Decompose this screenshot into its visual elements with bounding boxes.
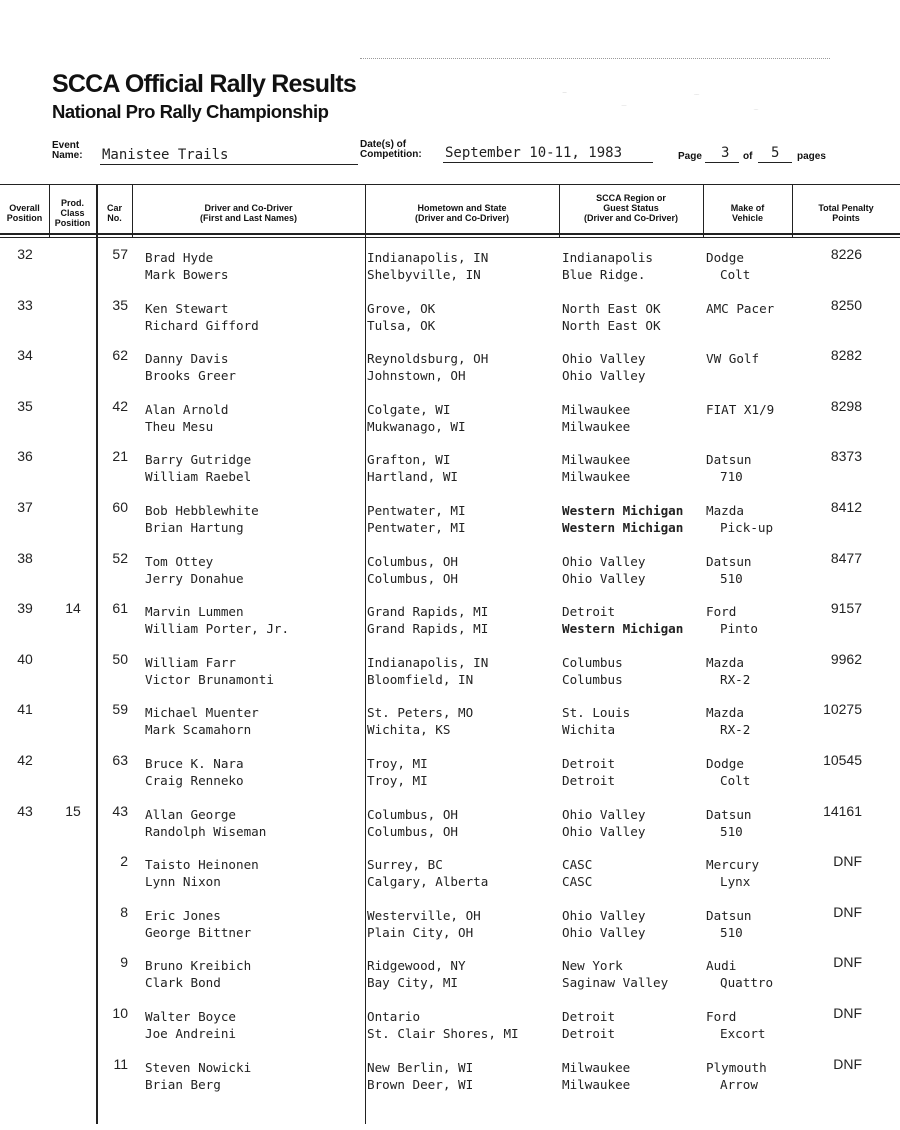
codriver-region: Saginaw Valley [562, 975, 669, 991]
driver-hometown: Grafton, WI [367, 452, 451, 468]
codriver-name: Brian Berg [145, 1076, 221, 1092]
driver-region: Ohio Valley [562, 907, 646, 923]
car-number: 61 [112, 600, 128, 617]
codriver-hometown: St. Clair Shores, MI [367, 1026, 519, 1041]
codriver-hometown: Brown Deer, WI [367, 1076, 474, 1092]
penalty-points: 14161 [823, 802, 862, 819]
codriver-hometown: Johnstown, OH [367, 368, 466, 384]
driver-names [145, 957, 251, 991]
codriver-name: Clark Bond [145, 975, 221, 991]
vehicle-make-line2: 510 [720, 570, 743, 586]
vehicle-make-line2: 510 [720, 924, 743, 940]
driver-region: Milwaukee [562, 401, 631, 417]
codriver-region: Western Michigan [562, 520, 684, 535]
vehicle-make-line2: Arrow [720, 1076, 758, 1092]
class-position: 14 [65, 600, 81, 617]
page-total-value: 5 [771, 145, 780, 161]
car-number: 52 [112, 549, 128, 566]
vehicle-make-line1: Plymouth [706, 1059, 767, 1075]
driver-hometown: Surrey, BC [367, 857, 443, 873]
hometowns [367, 350, 488, 384]
table-row [0, 550, 900, 601]
penalty-points: 8477 [830, 549, 862, 566]
driver-hometown: Grand Rapids, MI [367, 604, 489, 620]
driver-hometown: Indianapolis, IN [367, 250, 489, 265]
vehicle-make [706, 957, 773, 991]
codriver-region: Detroit [562, 1026, 616, 1041]
codriver-region: Ohio Valley [562, 924, 646, 940]
driver-region: Ohio Valley [562, 351, 646, 367]
penalty-points: DNF [833, 903, 862, 920]
regions [562, 603, 683, 637]
regions [562, 907, 645, 941]
driver-name: Walter Boyce [145, 1009, 236, 1024]
hometowns [367, 856, 488, 890]
driver-hometown: Westerville, OH [367, 907, 481, 923]
driver-names [145, 806, 266, 840]
penalty-points: 10545 [823, 752, 862, 768]
table-row [0, 752, 900, 803]
vehicle-make-line1: Mazda [706, 503, 744, 518]
driver-name: Allan George [145, 806, 236, 822]
driver-hometown: St. Peters, MO [367, 705, 474, 721]
driver-name: William Farr [145, 654, 236, 670]
codriver-region: Columbus [562, 671, 623, 687]
driver-hometown: New Berlin, WI [367, 1059, 474, 1075]
overall-position: 39 [17, 600, 33, 617]
car-number: 9 [120, 954, 128, 971]
vehicle-make-line1: Ford [706, 1009, 737, 1024]
overall-position: 40 [17, 650, 33, 667]
codriver-region: Milwaukee [562, 1076, 631, 1092]
driver-names [145, 1059, 251, 1093]
vehicle-make-line1: VW Golf [706, 351, 760, 367]
codriver-name: Mark Scamahorn [145, 722, 252, 738]
driver-region: Detroit [562, 604, 616, 620]
driver-region: St. Louis [562, 705, 631, 721]
vehicle-make-line1: Dodge [706, 250, 744, 265]
vehicle-make-line1: Mercury [706, 857, 760, 873]
col-header-region: SCCA Region or Guest Status (Driver and Co-Driver) [583, 193, 679, 223]
codriver-hometown: Grand Rapids, MI [367, 621, 489, 637]
vehicle-make-line2: Colt [720, 773, 751, 788]
driver-hometown: Pentwater, MI [367, 503, 466, 518]
car-number: 50 [112, 650, 128, 667]
codriver-name: Randolph Wiseman [145, 823, 267, 839]
table-row [0, 904, 900, 955]
faded-stamp-mark [525, 80, 855, 122]
class-position: 15 [65, 802, 81, 819]
codriver-region: CASC [562, 874, 593, 890]
driver-names [145, 502, 259, 536]
codriver-hometown: Troy, MI [367, 773, 428, 788]
hometowns [367, 553, 458, 587]
overall-position: 32 [17, 246, 33, 262]
car-number: 62 [112, 347, 128, 364]
vehicle-make-line1: Dodge [706, 756, 744, 771]
regions [562, 856, 592, 890]
vehicle-make-line1: AMC Pacer [706, 300, 775, 316]
overall-position: 37 [17, 499, 33, 515]
codriver-region: Ohio Valley [562, 368, 646, 384]
driver-region: Detroit [562, 1009, 616, 1024]
vehicle-make-line1: Datsun [706, 806, 752, 822]
penalty-points: 8226 [830, 246, 862, 262]
driver-hometown: Columbus, OH [367, 553, 458, 569]
codriver-hometown: Columbus, OH [367, 823, 458, 839]
driver-names [145, 451, 251, 485]
car-number: 35 [112, 296, 128, 313]
driver-names [145, 704, 259, 738]
regions [562, 704, 630, 738]
table-row [0, 1005, 900, 1056]
car-number: 43 [112, 802, 128, 819]
vehicle-make-line1: Ford [706, 604, 737, 620]
codriver-name: Brooks Greer [145, 368, 236, 384]
vehicle-make [706, 401, 774, 418]
codriver-name: William Porter, Jr. [145, 621, 290, 637]
driver-region: Ohio Valley [562, 806, 646, 822]
vehicle-make-line2: 510 [720, 823, 743, 839]
table-row [0, 398, 900, 449]
event-name-underline [100, 164, 358, 165]
codriver-name: Victor Brunamonti [145, 671, 274, 687]
vehicle-make [706, 907, 752, 941]
of-label: of [743, 151, 753, 162]
driver-name: Tom Ottey [145, 553, 214, 569]
vehicle-make [706, 1059, 767, 1093]
car-number: 10 [112, 1005, 128, 1021]
penalty-points: DNF [833, 1005, 862, 1021]
vehicle-make [706, 654, 750, 688]
driver-names [145, 907, 251, 941]
regions [562, 957, 668, 991]
codriver-region: Ohio Valley [562, 823, 646, 839]
table-row [0, 803, 900, 854]
codriver-name: Mark Bowers [145, 267, 229, 282]
driver-names [145, 856, 259, 890]
table-row [0, 1056, 900, 1107]
driver-name: Steven Nowicki [145, 1059, 252, 1075]
car-number: 42 [112, 397, 128, 414]
vehicle-make-line1: Datsun [706, 553, 752, 569]
codriver-hometown: Bay City, MI [367, 975, 458, 991]
hometowns [367, 502, 466, 536]
regions [562, 1008, 615, 1042]
driver-hometown: Grove, OK [367, 300, 436, 316]
penalty-points: DNF [833, 1055, 862, 1072]
driver-names [145, 350, 236, 384]
codriver-name: Joe Andreini [145, 1026, 236, 1041]
driver-region: New York [562, 958, 623, 974]
col-header-overall-position: Overall Position [6, 203, 43, 223]
car-number: 57 [112, 246, 128, 262]
driver-names [145, 654, 274, 688]
penalty-points: 8298 [830, 397, 862, 414]
table-row [0, 701, 900, 752]
vehicle-make [706, 856, 759, 890]
regions [562, 300, 661, 334]
overall-position: 43 [17, 802, 33, 819]
vehicle-make [706, 704, 750, 738]
hometowns [367, 907, 481, 941]
overall-position: 42 [17, 752, 33, 768]
hometowns [367, 401, 466, 435]
driver-hometown: Troy, MI [367, 756, 428, 771]
driver-region: CASC [562, 857, 593, 873]
regions [562, 654, 623, 688]
hometowns [367, 654, 488, 688]
driver-name: Brad Hyde [145, 250, 214, 265]
vehicle-make-line1: Mazda [706, 705, 744, 721]
driver-region: Western Michigan [562, 503, 684, 518]
codriver-name: William Raebel [145, 469, 252, 485]
event-label-line1: Event [52, 140, 80, 151]
codriver-hometown: Wichita, KS [367, 722, 451, 738]
driver-name: Bruno Kreibich [145, 958, 252, 974]
event-label-line2: Name: [52, 150, 83, 161]
driver-region: Columbus [562, 654, 623, 670]
vehicle-make [706, 553, 752, 587]
table-row [0, 600, 900, 651]
vehicle-make-line1: Datsun [706, 452, 752, 468]
overall-position: 36 [17, 448, 33, 465]
driver-name: Taisto Heinonen [145, 857, 259, 873]
codriver-region: Wichita [562, 722, 616, 738]
penalty-points: 8282 [830, 347, 862, 364]
competition-date-value: September 10-11, 1983 [445, 145, 623, 161]
table-header-bottom-rule [0, 233, 900, 235]
driver-names [145, 603, 289, 637]
vehicle-make [706, 451, 752, 485]
codriver-hometown: Tulsa, OK [367, 317, 436, 333]
col-header-car-no: Car No. [106, 203, 122, 223]
penalty-points: 9157 [830, 600, 862, 617]
vehicle-make-line2: Pick-up [720, 520, 774, 535]
codriver-hometown: Plain City, OH [367, 924, 474, 940]
hometowns [367, 300, 435, 334]
penalty-points: 8250 [830, 296, 862, 313]
date-label [360, 140, 422, 160]
driver-name: Danny Davis [145, 351, 229, 367]
table-row [0, 448, 900, 499]
codriver-region: Milwaukee [562, 469, 631, 485]
driver-hometown: Indianapolis, IN [367, 654, 489, 670]
codriver-hometown: Bloomfield, IN [367, 671, 474, 687]
hometowns [367, 957, 466, 991]
vehicle-make [706, 603, 758, 637]
vehicle-make-line1: FIAT X1/9 [706, 401, 775, 417]
car-number: 60 [112, 499, 128, 515]
page-number-underline [705, 162, 739, 163]
driver-name: Michael Muenter [145, 705, 259, 721]
driver-region: Ohio Valley [562, 553, 646, 569]
codriver-name: Brian Hartung [145, 520, 244, 535]
overall-position: 41 [17, 701, 33, 718]
driver-names [145, 249, 228, 283]
driver-names [145, 1008, 236, 1042]
codriver-name: Richard Gifford [145, 317, 259, 333]
table-header-bottom-rule-2 [0, 237, 900, 238]
codriver-hometown: Shelbyville, IN [367, 267, 481, 282]
page-number-value: 3 [721, 145, 730, 161]
event-name-value: Manistee Trails [102, 147, 229, 163]
vehicle-make-line1: Audi [706, 958, 737, 974]
vehicle-make-line2: Lynx [720, 874, 751, 890]
driver-hometown: Reynoldsburg, OH [367, 351, 489, 367]
regions [562, 755, 615, 789]
table-row [0, 651, 900, 702]
vehicle-make [706, 502, 773, 536]
hometowns [367, 603, 488, 637]
date-underline [443, 162, 653, 163]
codriver-name: George Bittner [145, 924, 252, 940]
vehicle-make-line1: Mazda [706, 654, 744, 670]
car-number: 21 [112, 448, 128, 465]
vehicle-make-line2: Quattro [720, 975, 774, 991]
hometowns [367, 806, 458, 840]
table-row [0, 853, 900, 904]
driver-names [145, 401, 228, 435]
regions [562, 249, 653, 283]
penalty-points: 10275 [823, 701, 862, 718]
regions [562, 451, 630, 485]
driver-name: Bruce K. Nara [145, 756, 244, 771]
codriver-hometown: Pentwater, MI [367, 520, 466, 535]
codriver-region: Blue Ridge. [562, 267, 646, 282]
vehicle-make [706, 1008, 766, 1042]
table-row [0, 347, 900, 398]
hometowns [367, 1059, 473, 1093]
driver-region: Indianapolis [562, 250, 653, 265]
page-label: Page [678, 151, 702, 162]
date-label-line1: Date(s) of [360, 139, 407, 150]
event-name-label [52, 141, 83, 161]
driver-hometown: Colgate, WI [367, 401, 451, 417]
penalty-points: 8412 [830, 499, 862, 515]
codriver-name: Craig Renneko [145, 773, 244, 788]
car-number: 2 [120, 853, 128, 870]
car-number: 8 [120, 903, 128, 920]
col-header-hometown: Hometown and State (Driver and Co-Driver) [414, 203, 510, 223]
vehicle-make [706, 755, 750, 789]
date-label-line2: Competition: [360, 149, 422, 160]
codriver-region: Western Michigan [562, 621, 684, 637]
overall-position: 35 [17, 397, 33, 414]
car-number: 63 [112, 752, 128, 768]
driver-hometown: Columbus, OH [367, 806, 458, 822]
table-row [0, 297, 900, 348]
penalty-points: 9962 [830, 650, 862, 667]
codriver-hometown: Mukwanago, WI [367, 418, 466, 434]
hometowns [367, 249, 488, 283]
codriver-hometown: Columbus, OH [367, 570, 458, 586]
penalty-points: DNF [833, 954, 862, 971]
driver-names [145, 755, 244, 789]
page-total-underline [758, 162, 792, 163]
vehicle-make-line1: Datsun [706, 907, 752, 923]
regions [562, 806, 645, 840]
penalty-points: DNF [833, 853, 862, 870]
driver-hometown: Ridgewood, NY [367, 958, 466, 974]
codriver-region: Ohio Valley [562, 570, 646, 586]
vehicle-make [706, 249, 750, 283]
codriver-name: Theu Mesu [145, 418, 214, 434]
driver-region: Detroit [562, 756, 616, 771]
hometowns [367, 704, 473, 738]
driver-name: Eric Jones [145, 907, 221, 923]
driver-region: Milwaukee [562, 452, 631, 468]
regions [562, 401, 630, 435]
page-subtitle: National Pro Rally Championship [52, 101, 329, 122]
regions [562, 1059, 630, 1093]
driver-name: Alan Arnold [145, 401, 229, 417]
car-number: 59 [112, 701, 128, 718]
vehicle-make-line2: Colt [720, 267, 751, 282]
driver-region: North East OK [562, 300, 661, 316]
vehicle-make-line2: Excort [720, 1026, 766, 1041]
penalty-points: 8373 [830, 448, 862, 465]
regions [562, 350, 645, 384]
codriver-hometown: Hartland, WI [367, 469, 458, 485]
top-dotted-rule [360, 58, 830, 59]
hometowns [367, 1008, 519, 1042]
table-row [0, 954, 900, 1005]
codriver-name: Jerry Donahue [145, 570, 244, 586]
col-header-points: Total Penalty Points [818, 203, 874, 223]
hometowns [367, 755, 428, 789]
regions [562, 502, 683, 536]
codriver-region: Detroit [562, 773, 616, 788]
vehicle-make-line2: Pinto [720, 621, 758, 637]
vehicle-make [706, 300, 774, 317]
driver-name: Ken Stewart [145, 300, 229, 316]
vehicle-make [706, 806, 752, 840]
driver-names [145, 553, 244, 587]
driver-hometown: Ontario [367, 1009, 421, 1024]
col-header-make: Make of Vehicle [730, 203, 765, 223]
driver-names [145, 300, 259, 334]
vehicle-make-line2: RX-2 [720, 722, 751, 738]
codriver-name: Lynn Nixon [145, 874, 221, 890]
car-number: 11 [113, 1055, 128, 1072]
col-header-driver: Driver and Co-Driver (First and Last Names) [199, 203, 298, 223]
vehicle-make [706, 350, 759, 367]
table-row [0, 499, 900, 550]
table-top-rule [0, 184, 900, 185]
hometowns [367, 451, 458, 485]
overall-position: 38 [17, 549, 33, 566]
driver-name: Barry Gutridge [145, 452, 252, 468]
page-title: SCCA Official Rally Results [52, 70, 356, 98]
codriver-hometown: Calgary, Alberta [367, 874, 489, 890]
overall-position: 34 [17, 347, 33, 364]
regions [562, 553, 645, 587]
driver-name: Bob Hebblewhite [145, 503, 259, 518]
table-row [0, 246, 900, 297]
vehicle-make-line2: RX-2 [720, 671, 751, 687]
codriver-region: North East OK [562, 317, 661, 333]
overall-position: 33 [17, 296, 33, 313]
driver-region: Milwaukee [562, 1059, 631, 1075]
vehicle-make-line2: 710 [720, 469, 743, 485]
codriver-region: Milwaukee [562, 418, 631, 434]
driver-name: Marvin Lummen [145, 604, 244, 620]
pages-label: pages [797, 151, 826, 162]
col-header-prod-class-position: Prod. Class Position [54, 198, 91, 228]
